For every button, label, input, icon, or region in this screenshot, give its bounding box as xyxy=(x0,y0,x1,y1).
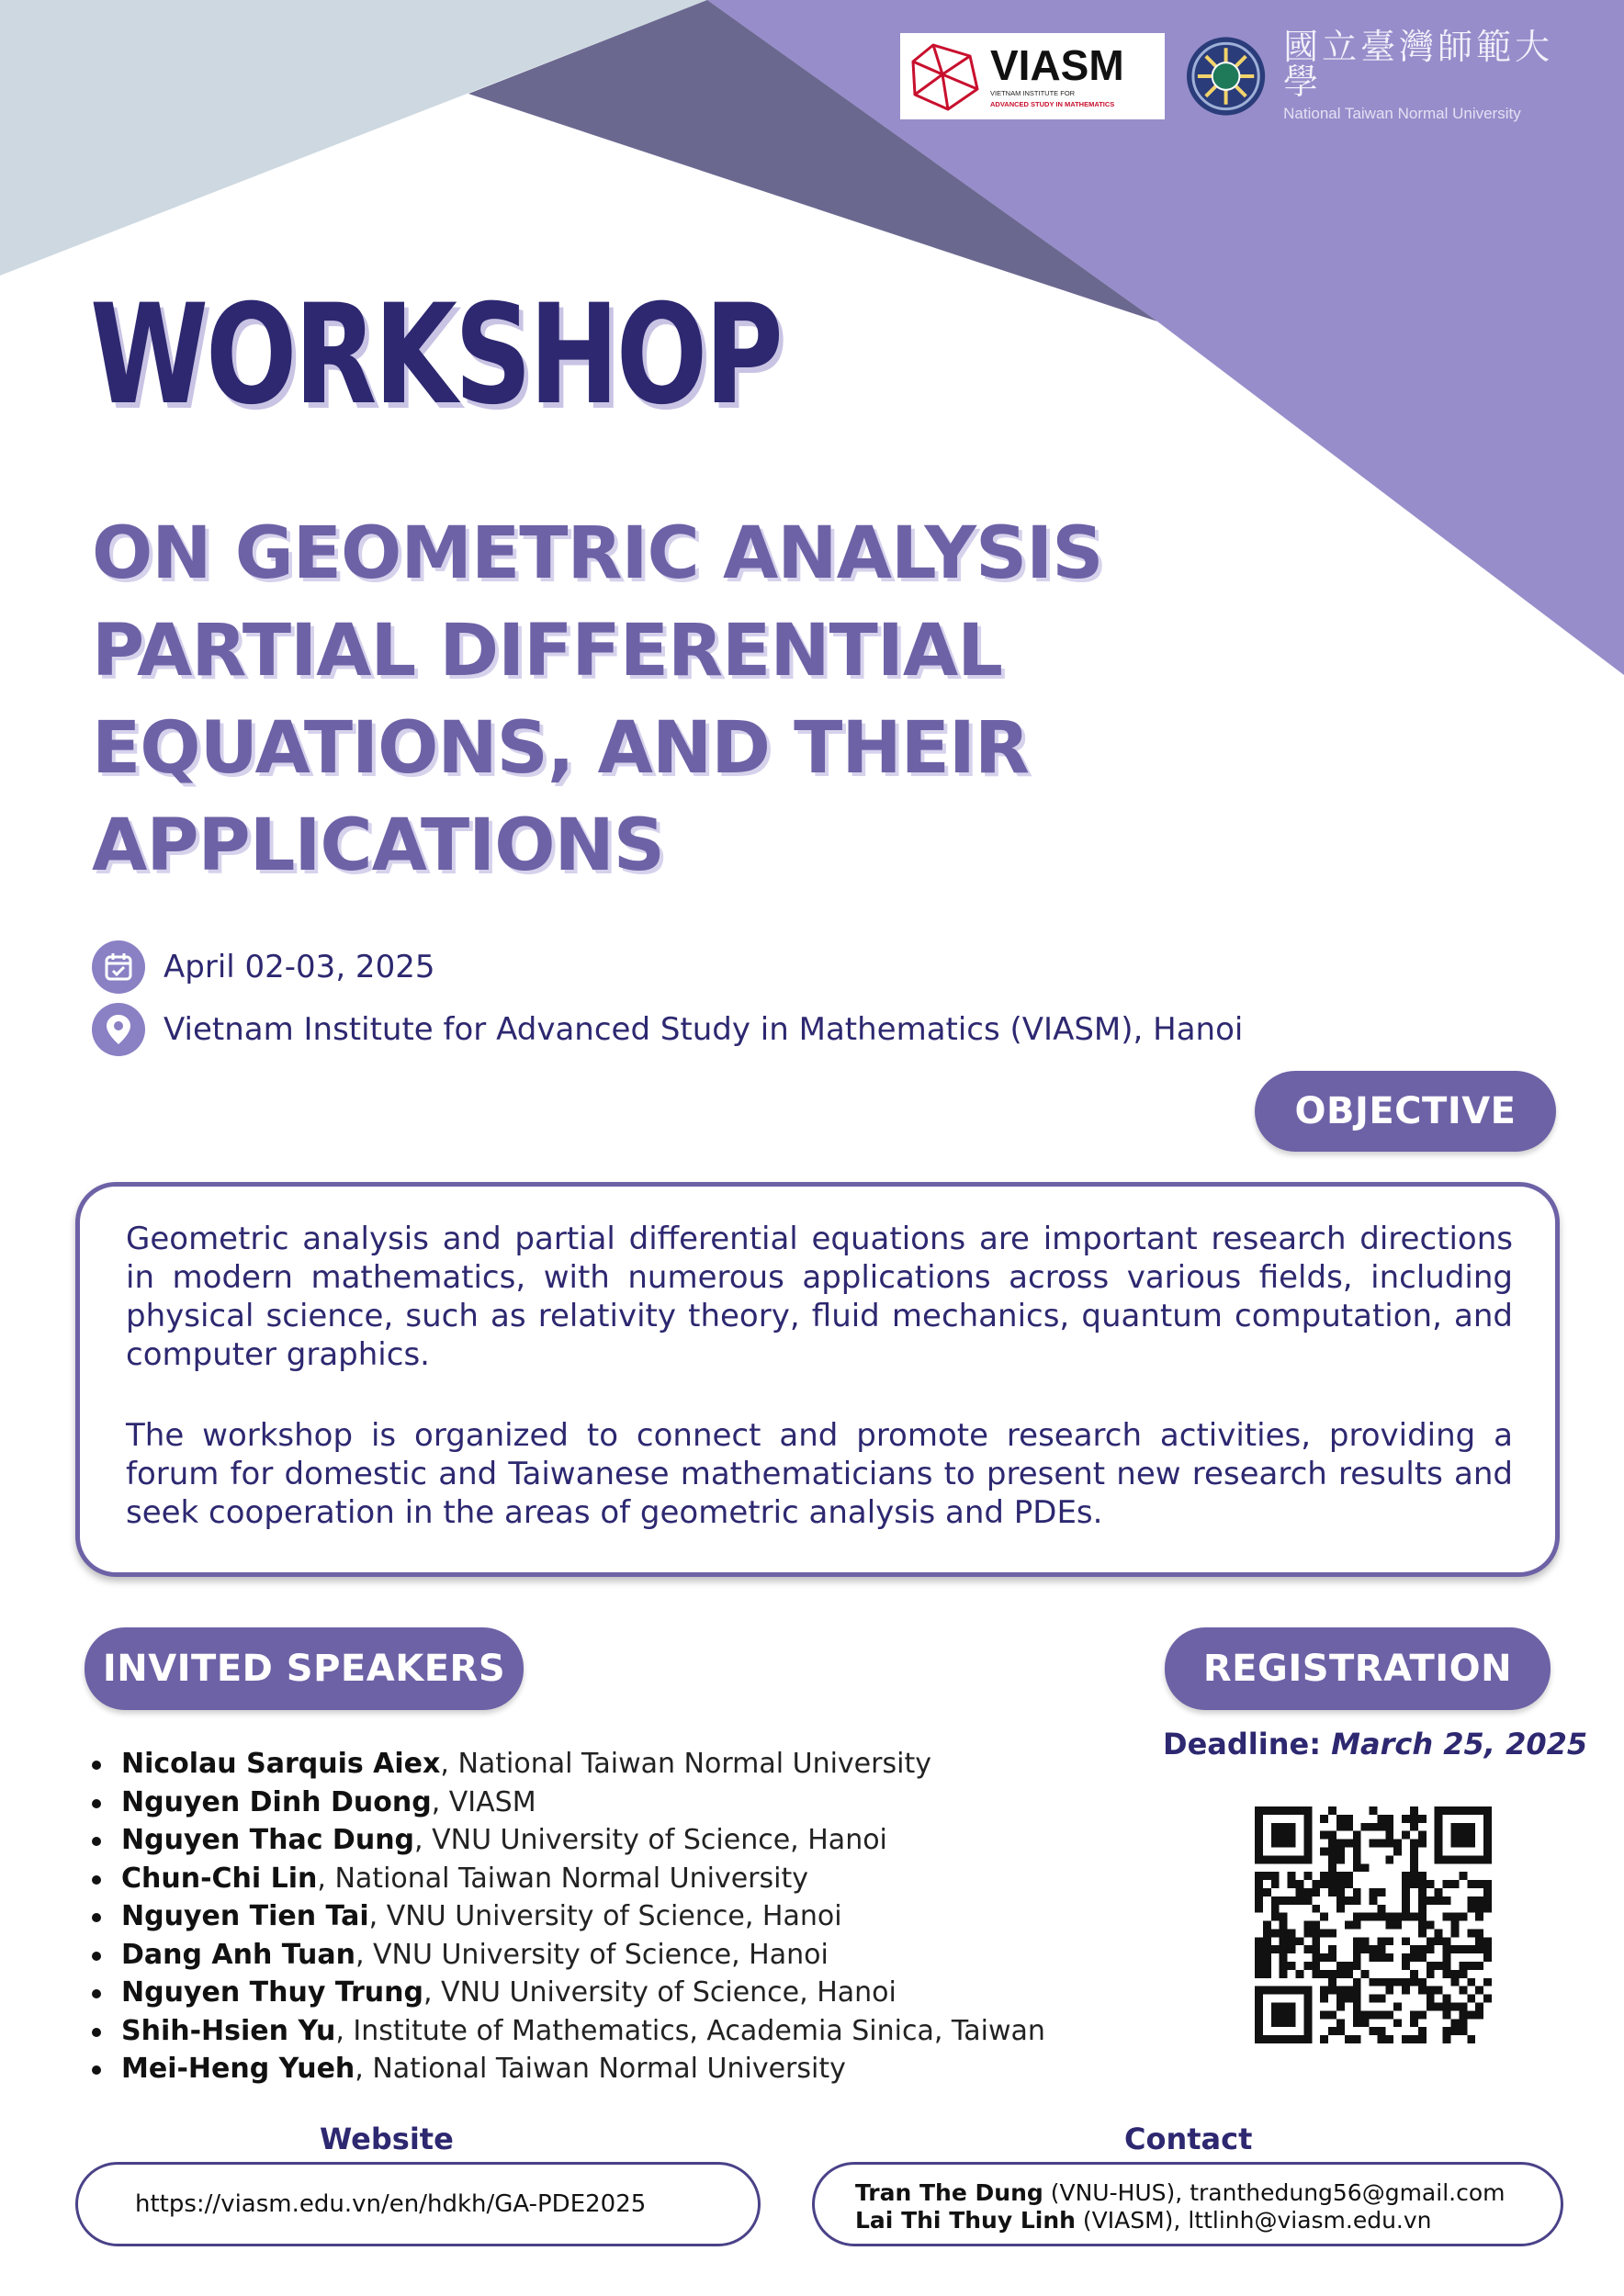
subtitle-line: ON GEOMETRIC ANALYSIS xyxy=(92,512,1103,595)
ntnu-chinese-name: 國立臺灣師範大學 xyxy=(1283,27,1554,102)
contact-name: Tran The Dung xyxy=(855,2179,1043,2206)
contact-label: Contact xyxy=(1124,2122,1253,2156)
list-item xyxy=(88,1784,1099,1822)
website-box xyxy=(75,2162,761,2246)
speaker-name: Nguyen Dinh Duong xyxy=(121,1785,432,1818)
list-item xyxy=(88,1974,1099,2012)
speaker-name: Nguyen Tien Tai xyxy=(121,1900,369,1932)
speaker-affiliation: , VNU University of Science, Hanoi xyxy=(414,1824,887,1856)
list-item xyxy=(88,1860,1099,1898)
ntnu-logo xyxy=(1185,27,1589,122)
speaker-affiliation: , VNU University of Science, Hanoi xyxy=(423,1976,897,2009)
speaker-affiliation: , VNU University of Science, Hanoi xyxy=(355,1938,829,1971)
contact-box xyxy=(812,2162,1563,2246)
objective-paragraph-2: The workshop is organized to connect and promote research activities, providing a forum for domestic and Taiwanese mathematicians to present new research results and seek cooperation in the areas of geometric analysis and PDEs. xyxy=(126,1417,1513,1531)
speaker-name: Nguyen Thuy Trung xyxy=(121,1976,423,2009)
speaker-affiliation: , National Taiwan Normal University xyxy=(355,2053,846,2085)
registration-qr-code[interactable] xyxy=(1255,1806,1492,2043)
contact-name: Lai Thi Thuy Linh xyxy=(855,2207,1076,2234)
viasm-polyhedron-icon xyxy=(906,38,983,115)
event-location xyxy=(92,1003,1243,1056)
contact-line xyxy=(855,2179,1506,2207)
workshop-subtitle xyxy=(92,505,1249,895)
location-pin-icon xyxy=(92,1003,145,1056)
website-link[interactable]: https://viasm.edu.vn/en/hdkh/GA-PDE2025 xyxy=(135,2190,647,2218)
viasm-logo xyxy=(900,33,1165,119)
calendar-icon xyxy=(92,940,145,994)
speaker-affiliation: , Institute of Mathematics, Academia Sinica, Taiwan xyxy=(335,2014,1045,2047)
speaker-name: Mei-Heng Yueh xyxy=(121,2053,355,2085)
event-date xyxy=(92,940,434,994)
ntnu-seal-icon xyxy=(1185,35,1267,118)
website-label: Website xyxy=(320,2122,454,2156)
subtitle-line: APPLICATIONS xyxy=(92,805,664,887)
objective-box xyxy=(75,1182,1560,1577)
deadline-label: Deadline: xyxy=(1163,1727,1321,1761)
registration-deadline xyxy=(1163,1727,1587,1761)
speaker-affiliation: , National Taiwan Normal University xyxy=(317,1862,808,1895)
list-item xyxy=(88,2050,1099,2088)
subtitle-line: PARTIAL DIFFERENTIAL xyxy=(92,610,1002,692)
list-item xyxy=(88,1745,1099,1784)
speaker-name: Dang Anh Tuan xyxy=(121,1938,355,1971)
viasm-tagline-2: ADVANCED STUDY IN MATHEMATICS xyxy=(990,100,1115,108)
subtitle-line: EQUATIONS, AND THEIR xyxy=(92,707,1030,790)
viasm-tagline-1: VIETNAM INSTITUTE FOR xyxy=(990,88,1076,97)
viasm-wordmark: VIASM xyxy=(990,40,1124,89)
speaker-affiliation: , VIASM xyxy=(431,1785,536,1818)
list-item xyxy=(88,1936,1099,1975)
speaker-affiliation: , National Taiwan Normal University xyxy=(440,1748,931,1780)
speaker-affiliation: , VNU University of Science, Hanoi xyxy=(368,1900,842,1932)
speakers-list xyxy=(88,1745,1099,2088)
speaker-name: Nicolau Sarquis Aiex xyxy=(121,1748,441,1780)
invited-speakers-heading: INVITED SPEAKERS xyxy=(85,1627,524,1710)
registration-heading: REGISTRATION xyxy=(1165,1627,1551,1710)
ntnu-english-name: National Taiwan Normal University xyxy=(1283,105,1521,122)
objective-heading: OBJECTIVE xyxy=(1255,1071,1556,1152)
contact-detail[interactable]: (VIASM), lttlinh@viasm.edu.vn xyxy=(1075,2207,1432,2234)
speaker-name: Nguyen Thac Dung xyxy=(121,1824,415,1856)
page-title: WORKSHOP xyxy=(90,276,781,435)
objective-paragraph-1: Geometric analysis and partial differential equations are important research directions in modern mathematics, with numerous applications across various fields, including physical science, such as relativity theory, fluid mechanics, quantum computation, and computer graphics. xyxy=(126,1221,1513,1373)
event-date-text: April 02-03, 2025 xyxy=(164,949,435,985)
list-item xyxy=(88,1897,1099,1936)
contact-detail[interactable]: (VNU-HUS), tranthedung56@gmail.com xyxy=(1043,2179,1506,2206)
contact-line xyxy=(855,2207,1506,2234)
list-item xyxy=(88,1821,1099,1860)
deadline-date: March 25, 2025 xyxy=(1331,1727,1588,1761)
speaker-name: Chun-Chi Lin xyxy=(121,1862,318,1895)
speaker-name: Shih-Hsien Yu xyxy=(121,2014,336,2047)
event-location-text: Vietnam Institute for Advanced Study in Mathematics (VIASM), Hanoi xyxy=(164,1011,1244,1048)
list-item xyxy=(88,2012,1099,2051)
